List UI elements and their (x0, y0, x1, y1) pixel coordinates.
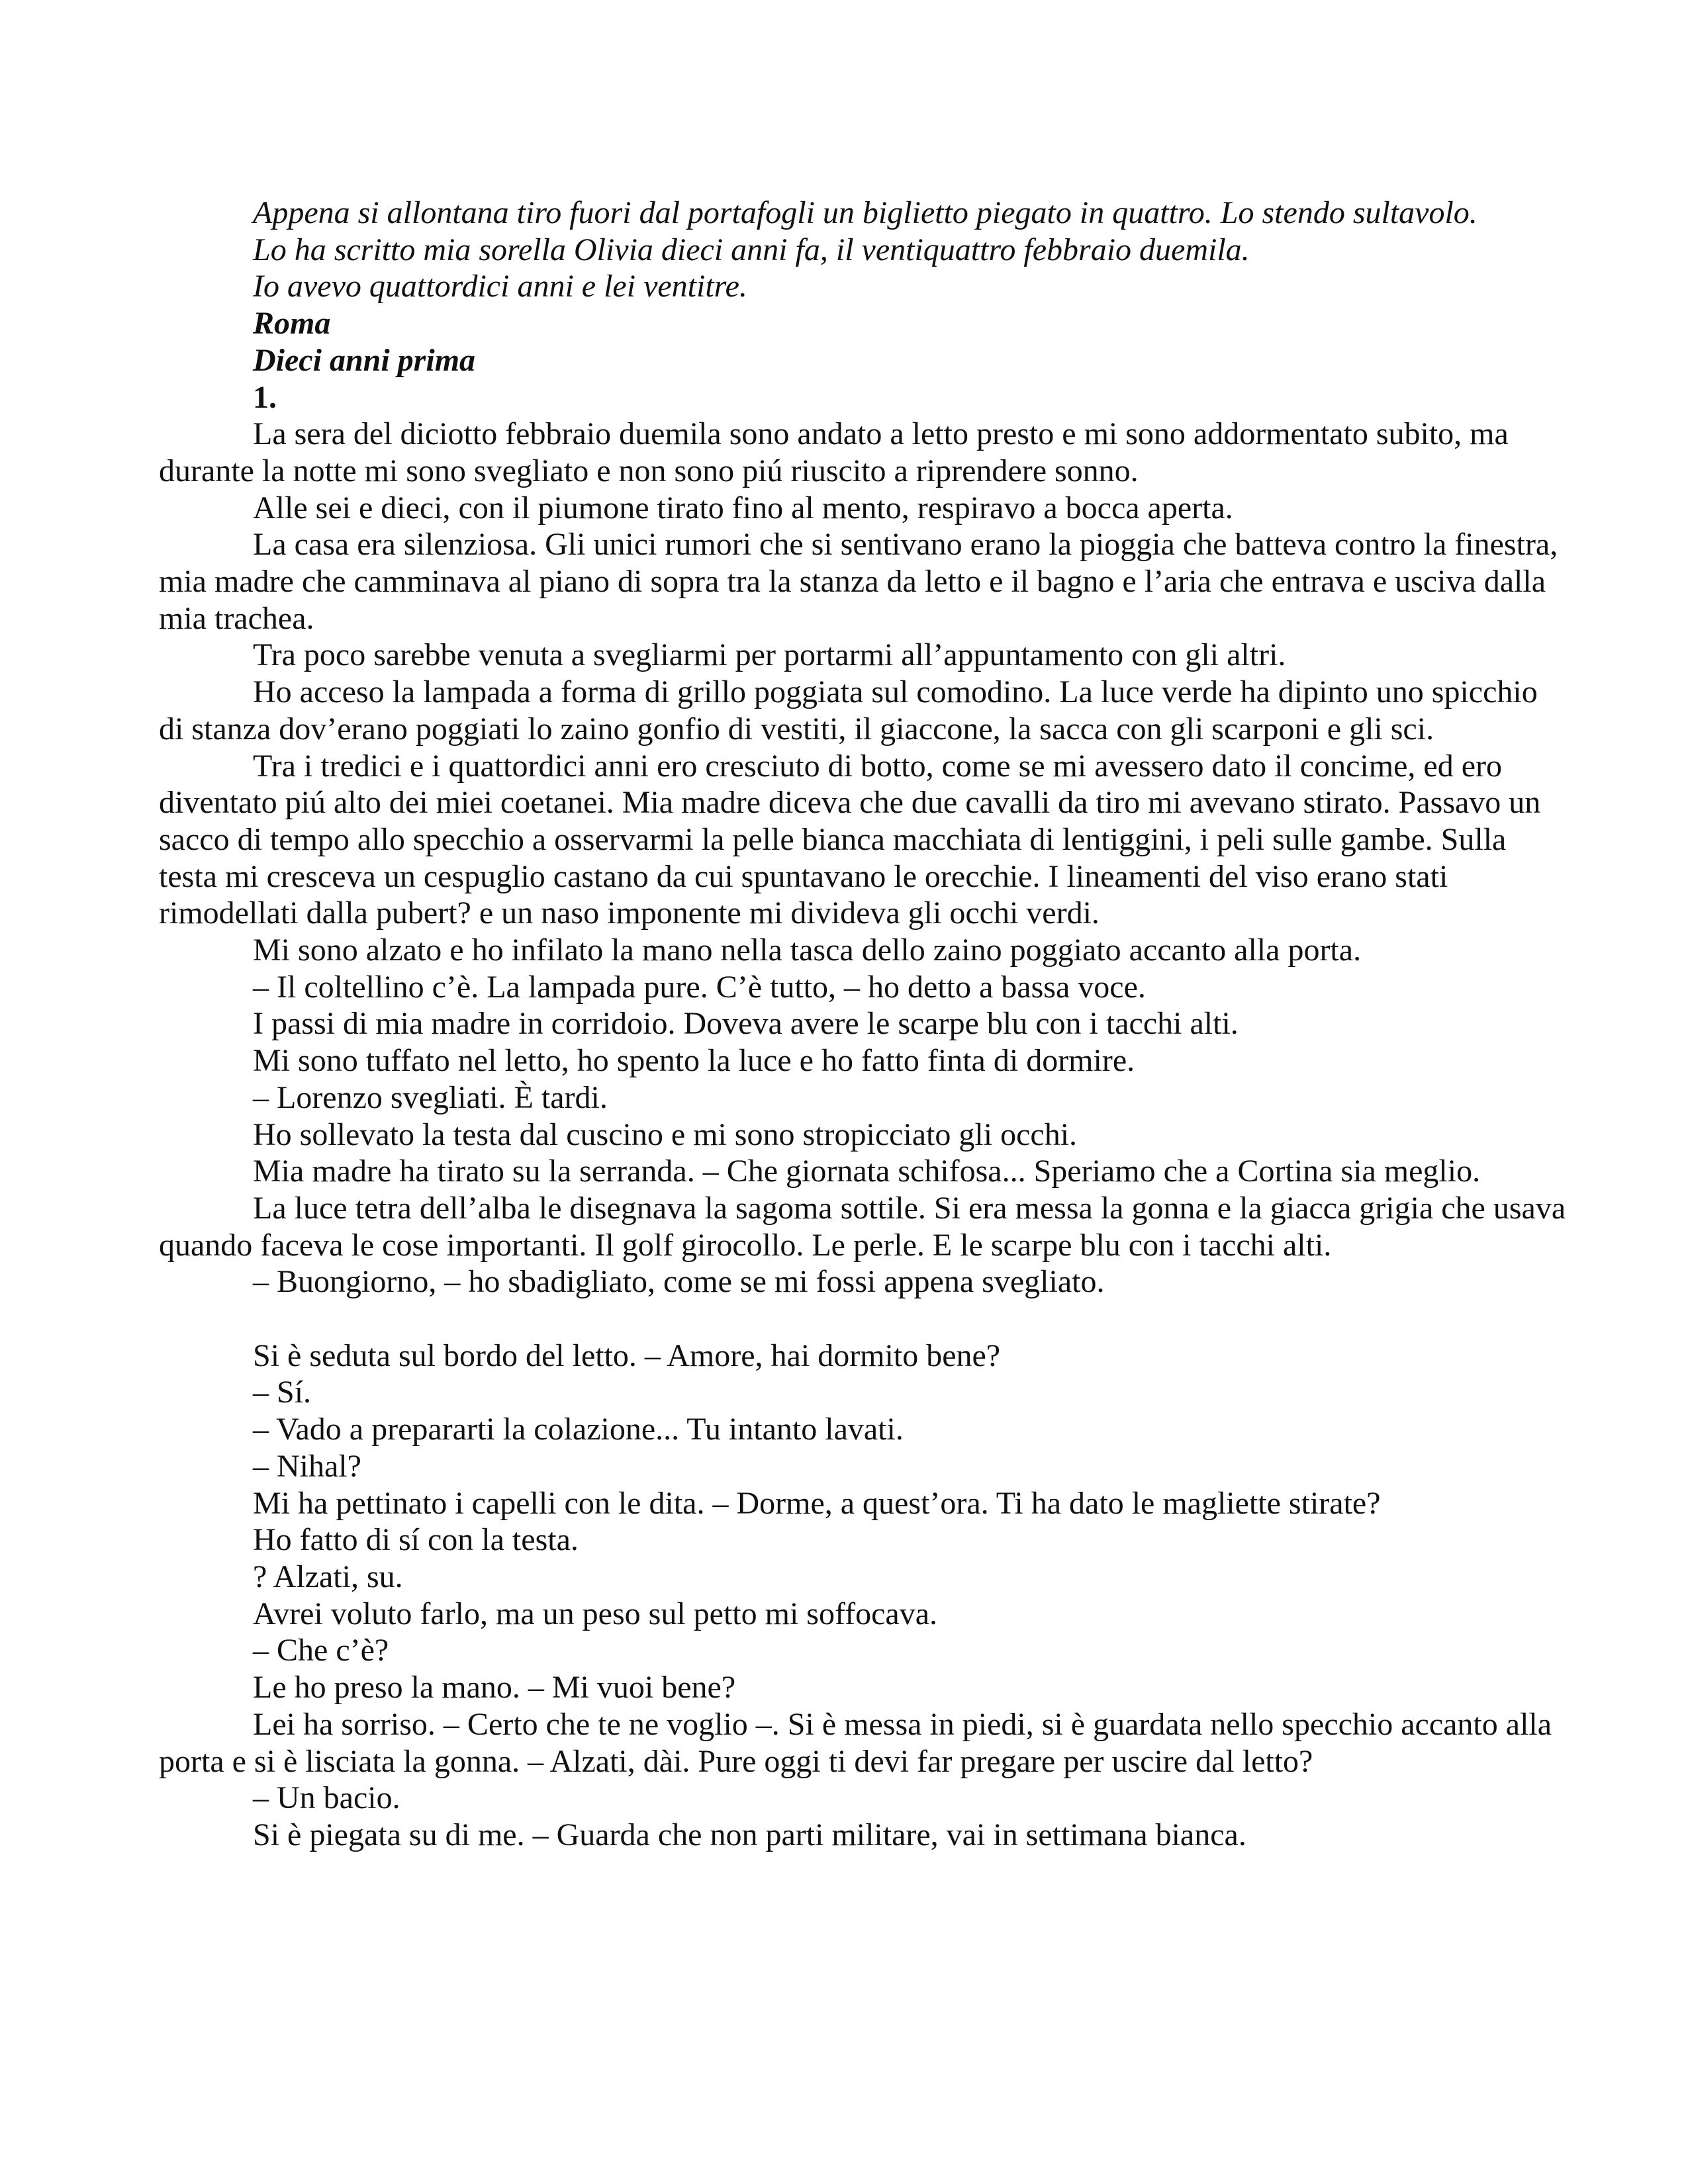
dialogue-line: – Vado a prepararti la colazione... Tu intanto lavati. (253, 1412, 904, 1447)
paragraph: Lei ha sorriso. – Certo che te ne voglio –. Si è messa in piedi, si è guardata nello specchio accanto alla porta e si è lisciata la gonna. – Alzati, dài. Pure oggi ti devi far pregare per uscire dal letto? (159, 1706, 1552, 1779)
paragraph: La casa era silenziosa. Gli unici rumori che si sentivano erano la pioggia che batteva contro la finestra, mia madre che camminava al piano di sopra tra la stanza da letto e il bagno e l’aria che entrava e usciva dalla mia trachea. (159, 527, 1558, 636)
paragraph: Alle sei e dieci, con il piumone tirato fino al mento, respiravo a bocca aperta. (253, 490, 1233, 525)
paragraph: Avrei voluto farlo, ma un peso sul petto mi soffocava. (253, 1596, 937, 1631)
paragraph: Si è piegata su di me. – Guarda che non parti militare, vai in settimana bianca. (253, 1817, 1246, 1852)
dialogue-line: – Buongiorno, – ho sbadigliato, come se mi fossi appena svegliato. (253, 1264, 1105, 1300)
dialogue-line: – Lorenzo svegliati. È tardi. (253, 1079, 608, 1115)
dialogue-line: ? Alzati, su. (253, 1559, 403, 1594)
paragraph: Appena si allontana tiro fuori dal portafogli un biglietto piegato in quattro. Lo stendo sultavolo. (253, 195, 1477, 230)
dialogue-line: – Nihal? (253, 1448, 361, 1484)
paragraph: Mi ha pettinato i capelli con le dita. – Dorme, a quest’ora. Ti ha dato le magliette stirate? (253, 1485, 1381, 1521)
paragraph: La luce tetra dell’alba le disegnava la sagoma sottile. Si era messa la gonna e la giacca grigia che usava quando faceva le cose importanti. Il golf girocollo. Le perle. E le scarpe blu con i tacchi alti. (159, 1190, 1566, 1263)
paragraph: Tra poco sarebbe venuta a svegliarmi per portarmi all’appuntamento con gli altri. (253, 637, 1286, 673)
paragraph: Tra i tredici e i quattordici anni ero cresciuto di botto, come se mi avessero dato il concime, ed ero diventato piú alto dei miei coetanei. Mia madre diceva che due cavalli da tiro mi avevano stirato. Passavo un sacco di tempo allo specchio a osservarmi la pelle bianca macchiata di lentiggini, i peli sulle gambe. Sulla testa mi cresceva un cespuglio castano da cui spuntavano le orecchie. I lineamenti del viso erano stati rimodellati dalla pubert? e un naso imponente mi divideva gli occhi verdi. (159, 748, 1541, 931)
paragraph: Mia madre ha tirato su la serranda. – Che giornata schifosa... Speriamo che a Cortina sia meglio. (253, 1154, 1481, 1189)
paragraph: Lo ha scritto mia sorella Olivia dieci anni fa, il ventiquattro febbraio duemila. (253, 232, 1250, 267)
document-page (159, 195, 1569, 1854)
blank-line (159, 1300, 1569, 1338)
dialogue-line: – Che c’è? (253, 1633, 389, 1668)
chapter-number: 1. (253, 379, 277, 415)
paragraph: Si è seduta sul bordo del letto. – Amore, hai dormito bene? (253, 1338, 1001, 1373)
dialogue-line: – Un bacio. (253, 1780, 400, 1816)
section-heading-time: Dieci anni prima (253, 342, 476, 378)
paragraph: La sera del diciotto febbraio duemila sono andato a letto presto e mi sono addormentato subito, ma durante la notte mi sono svegliato e non sono piú riuscito a riprendere sonno. (159, 416, 1509, 488)
paragraph: Ho fatto di sí con la testa. (253, 1522, 579, 1558)
paragraph: Ho acceso la lampada a forma di grillo poggiata sul comodino. La luce verde ha dipinto uno spicchio di stanza dov’erano poggiati lo zaino gonfio di vestiti, il giaccone, la sacca con gli scarponi e gli sci. (159, 674, 1538, 747)
paragraph: Mi sono tuffato nel letto, ho spento la luce e ho fatto finta di dormire. (253, 1043, 1135, 1079)
paragraph: Mi sono alzato e ho infilato la mano nella tasca dello zaino poggiato accanto alla porta. (253, 933, 1362, 968)
paragraph: Ho sollevato la testa dal cuscino e mi sono stropicciato gli occhi. (253, 1116, 1078, 1152)
paragraph: Io avevo quattordici anni e lei ventitre. (253, 269, 747, 304)
dialogue-line: – Il coltellino c’è. La lampada pure. C’è tutto, – ho detto a bassa voce. (253, 969, 1146, 1005)
paragraph: I passi di mia madre in corridoio. Doveva avere le scarpe blu con i tacchi alti. (253, 1006, 1239, 1042)
dialogue-line: – Sí. (253, 1375, 312, 1410)
section-heading-place: Roma (253, 306, 331, 341)
paragraph: Le ho preso la mano. – Mi vuoi bene? (253, 1670, 736, 1706)
